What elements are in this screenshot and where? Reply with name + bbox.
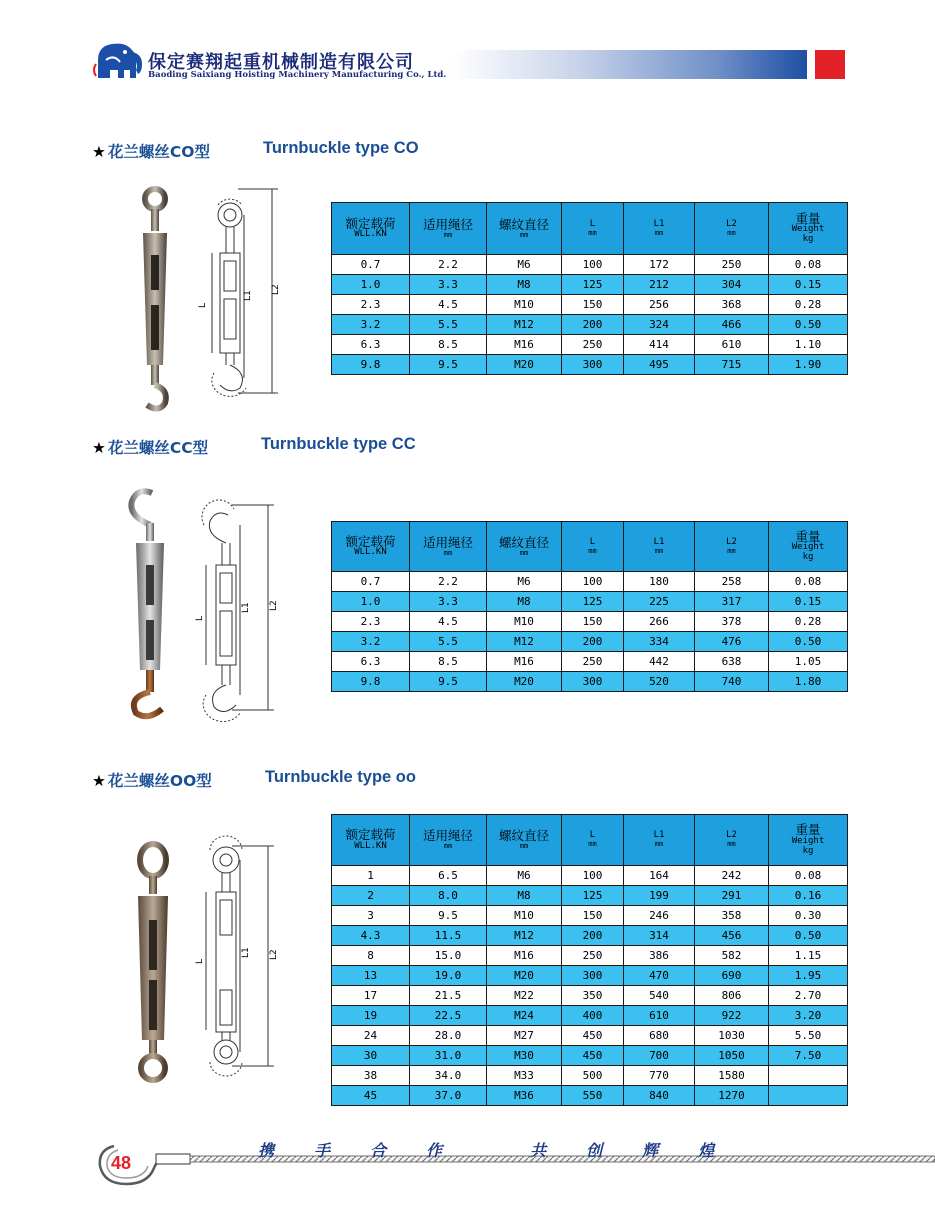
table-cell: 6.3 <box>332 652 410 672</box>
table-cell: 38 <box>332 1066 410 1086</box>
header-thread: 螺纹直径 mm <box>487 522 562 572</box>
table-row <box>332 592 848 612</box>
table-cell: 258 <box>695 572 769 592</box>
table-cell: M22 <box>487 986 562 1006</box>
table-cell: 0.16 <box>769 886 848 906</box>
dim-l2-label: L2 <box>271 284 281 295</box>
table-cell: 250 <box>562 946 624 966</box>
table-cell: 9.5 <box>410 906 487 926</box>
turnbuckle-oo-drawing <box>196 830 281 1085</box>
header-l1: L1 mm <box>624 522 695 572</box>
table-cell: 0.08 <box>769 255 848 275</box>
table-cell: 3.2 <box>332 315 410 335</box>
header-gradient-bar <box>452 50 807 79</box>
table-cell: 1.05 <box>769 652 848 672</box>
section-title-cc <box>92 436 208 458</box>
table-cell: M8 <box>487 275 562 295</box>
table-cell <box>769 1066 848 1086</box>
table-cell: 225 <box>624 592 695 612</box>
header-wll: 额定载荷 WLL.KN <box>332 203 410 255</box>
table-cell: 1030 <box>695 1026 769 1046</box>
table-cell: 13 <box>332 966 410 986</box>
table-cell: 24 <box>332 1026 410 1046</box>
table-cell: 266 <box>624 612 695 632</box>
table-cell: 1.90 <box>769 355 848 375</box>
header-rope: 适用绳径 mm <box>410 203 487 255</box>
table-body <box>332 255 848 375</box>
table-cell: 28.0 <box>410 1026 487 1046</box>
table-cell: M20 <box>487 672 562 692</box>
table-row <box>332 652 848 672</box>
table-cell: 1 <box>332 866 410 886</box>
turnbuckle-co-photo <box>125 185 185 415</box>
table-cell: 2.2 <box>410 255 487 275</box>
table-cell: 180 <box>624 572 695 592</box>
table-cell: 11.5 <box>410 926 487 946</box>
table-cell: 638 <box>695 652 769 672</box>
table-cell: 0.50 <box>769 315 848 335</box>
table-cell: 476 <box>695 632 769 652</box>
table-cell: 5.50 <box>769 1026 848 1046</box>
header-l1: L1 mm <box>624 815 695 866</box>
table-cell: 442 <box>624 652 695 672</box>
table-cell: 242 <box>695 866 769 886</box>
table-cell: 22.5 <box>410 1006 487 1026</box>
table-cell: 30 <box>332 1046 410 1066</box>
table-cell: 9.8 <box>332 355 410 375</box>
header-wll: 额定载荷 WLL.KN <box>332 522 410 572</box>
table-cell: 125 <box>562 275 624 295</box>
table-cell: M8 <box>487 886 562 906</box>
table-cell: 21.5 <box>410 986 487 1006</box>
slogan-char: 创 <box>586 1141 603 1160</box>
table-body <box>332 866 848 1106</box>
table-cell: 840 <box>624 1086 695 1106</box>
table-row <box>332 295 848 315</box>
header-l2: L2 mm <box>695 522 769 572</box>
table-cell: 2.3 <box>332 612 410 632</box>
header-red-block <box>815 50 845 79</box>
table-cell: 2.70 <box>769 986 848 1006</box>
dim-l2-label: L2 <box>269 949 279 960</box>
table-cell: 3.3 <box>410 592 487 612</box>
table-row <box>332 966 848 986</box>
table-cell: M27 <box>487 1026 562 1046</box>
table-cell: 922 <box>695 1006 769 1026</box>
table-cell: 246 <box>624 906 695 926</box>
section-title-co <box>92 140 210 162</box>
dim-l-label: L <box>198 302 208 308</box>
table-cell: 199 <box>624 886 695 906</box>
table-cell: 304 <box>695 275 769 295</box>
table-cell: 200 <box>562 632 624 652</box>
table-cell: 100 <box>562 866 624 886</box>
header-l1: L1 mm <box>624 203 695 255</box>
section-title-cn: 花兰螺丝OO型 <box>107 772 212 790</box>
table-cell: 150 <box>562 612 624 632</box>
table-cell: 6.5 <box>410 866 487 886</box>
table-cell: 1.15 <box>769 946 848 966</box>
table-row <box>332 1066 848 1086</box>
table-cell: 125 <box>562 886 624 906</box>
table-cell: 610 <box>624 1006 695 1026</box>
table-cell: 19 <box>332 1006 410 1026</box>
table-cell: 1580 <box>695 1066 769 1086</box>
table-cell: 324 <box>624 315 695 335</box>
table-cell: 37.0 <box>410 1086 487 1106</box>
table-cell: 0.28 <box>769 612 848 632</box>
table-cell: 2.2 <box>410 572 487 592</box>
dim-l1-label: L1 <box>241 947 251 958</box>
table-cell: 1050 <box>695 1046 769 1066</box>
table-cell: 1.95 <box>769 966 848 986</box>
table-cell: 150 <box>562 295 624 315</box>
table-cell: 4.5 <box>410 295 487 315</box>
table-cell: 520 <box>624 672 695 692</box>
table-cell: 4.5 <box>410 612 487 632</box>
dim-l1-label: L1 <box>243 290 253 301</box>
table-cell: 378 <box>695 612 769 632</box>
table-cell: 1.0 <box>332 275 410 295</box>
table-cell: 0.15 <box>769 592 848 612</box>
table-cell: M16 <box>487 652 562 672</box>
header-l2: L2 mm <box>695 203 769 255</box>
table-cell: 125 <box>562 592 624 612</box>
table-cell: 368 <box>695 295 769 315</box>
table-cell: 34.0 <box>410 1066 487 1086</box>
table-row <box>332 906 848 926</box>
table-cell: 0.7 <box>332 255 410 275</box>
table-row <box>332 926 848 946</box>
table-row <box>332 946 848 966</box>
slogan-char: 作 <box>426 1141 443 1160</box>
table-cell: 250 <box>562 652 624 672</box>
table-cell: 100 <box>562 255 624 275</box>
table-row <box>332 335 848 355</box>
table-cell: M33 <box>487 1066 562 1086</box>
table-cell: 0.30 <box>769 906 848 926</box>
table-cell: 19.0 <box>410 966 487 986</box>
table-cell: M6 <box>487 255 562 275</box>
table-cell: 15.0 <box>410 946 487 966</box>
turnbuckle-cc-drawing <box>196 495 281 730</box>
table-cell: 740 <box>695 672 769 692</box>
table-row <box>332 255 848 275</box>
table-cell: 806 <box>695 986 769 1006</box>
table-cell: 495 <box>624 355 695 375</box>
table-cell: 3.2 <box>332 632 410 652</box>
table-cell: 0.08 <box>769 572 848 592</box>
table-cell: M6 <box>487 866 562 886</box>
table-cell: 540 <box>624 986 695 1006</box>
table-cell: 172 <box>624 255 695 275</box>
table-cell: 9.8 <box>332 672 410 692</box>
slogan-char: 辉 <box>642 1141 659 1160</box>
table-cell: 0.50 <box>769 926 848 946</box>
table-cell: 250 <box>695 255 769 275</box>
table-cell: M12 <box>487 315 562 335</box>
table-cell: 582 <box>695 946 769 966</box>
table-cell: 5.5 <box>410 315 487 335</box>
table-cell: 300 <box>562 966 624 986</box>
table-cell: M20 <box>487 966 562 986</box>
table-cell: 1.10 <box>769 335 848 355</box>
section-title-oo <box>92 769 212 791</box>
table-row <box>332 1046 848 1066</box>
table-cell: 3.20 <box>769 1006 848 1026</box>
table-cell: M8 <box>487 592 562 612</box>
table-cell: 500 <box>562 1066 624 1086</box>
slogan-char: 手 <box>314 1141 331 1160</box>
table-row <box>332 632 848 652</box>
star-icon: ★ <box>92 439 106 457</box>
table-cell: 414 <box>624 335 695 355</box>
section-title-cn: 花兰螺丝CO型 <box>107 143 210 161</box>
table-row <box>332 886 848 906</box>
table-row <box>332 275 848 295</box>
table-cell: 1.0 <box>332 592 410 612</box>
footer-slogan <box>258 1138 754 1161</box>
table-cell: M36 <box>487 1086 562 1106</box>
table-cell: M16 <box>487 946 562 966</box>
section-title-en: Turnbuckle type oo <box>265 768 416 786</box>
table-cell: M30 <box>487 1046 562 1066</box>
table-cell: 4.3 <box>332 926 410 946</box>
table-cell: 770 <box>624 1066 695 1086</box>
table-cell: 8.5 <box>410 652 487 672</box>
table-cell: 300 <box>562 672 624 692</box>
dim-l-label: L <box>195 958 205 964</box>
page-number: 48 <box>111 1153 132 1173</box>
company-name-en: Baoding Saixiang Hoisting Machinery Manufacturing Co., Ltd. <box>148 70 447 80</box>
table-cell: 350 <box>562 986 624 1006</box>
table-cell: 300 <box>562 355 624 375</box>
table-cell: 3 <box>332 906 410 926</box>
table-cell <box>769 1086 848 1106</box>
table-row <box>332 572 848 592</box>
table-row <box>332 1006 848 1026</box>
table-row <box>332 1026 848 1046</box>
table-cell: 550 <box>562 1086 624 1106</box>
table-cell: 8.5 <box>410 335 487 355</box>
table-cell: M16 <box>487 335 562 355</box>
table-cell: 317 <box>695 592 769 612</box>
table-row <box>332 672 848 692</box>
table-cell: M20 <box>487 355 562 375</box>
star-icon: ★ <box>92 772 106 790</box>
star-icon: ★ <box>92 143 106 161</box>
table-cell: 3.3 <box>410 275 487 295</box>
table-cell: 0.08 <box>769 866 848 886</box>
header-thread: 螺纹直径 mm <box>487 203 562 255</box>
header-weight: 重量 Weight kg <box>769 522 848 572</box>
table-cell: 6.3 <box>332 335 410 355</box>
table-cell: 450 <box>562 1026 624 1046</box>
table-cell: 291 <box>695 886 769 906</box>
slogan-char: 合 <box>370 1141 387 1160</box>
spec-table-oo <box>331 814 848 1106</box>
table-cell: 680 <box>624 1026 695 1046</box>
slogan-char: 共 <box>530 1141 547 1160</box>
table-body <box>332 572 848 692</box>
table-row <box>332 355 848 375</box>
table-cell: 17 <box>332 986 410 1006</box>
section-title-en: Turnbuckle type CC <box>261 435 416 453</box>
header-wll: 额定载荷 WLL.KN <box>332 815 410 866</box>
table-cell: 334 <box>624 632 695 652</box>
elephant-logo-icon <box>92 40 146 82</box>
table-row <box>332 612 848 632</box>
turnbuckle-cc-photo <box>118 485 188 725</box>
table-row <box>332 315 848 335</box>
table-cell: 700 <box>624 1046 695 1066</box>
table-cell: 314 <box>624 926 695 946</box>
section-title-cn: 花兰螺丝CC型 <box>107 439 209 457</box>
table-cell: 7.50 <box>769 1046 848 1066</box>
header-rope: 适用绳径 mm <box>410 815 487 866</box>
table-cell: M24 <box>487 1006 562 1026</box>
table-cell: 200 <box>562 315 624 335</box>
header-weight: 重量 Weight kg <box>769 815 848 866</box>
spec-table-co <box>331 202 848 375</box>
table-cell: M10 <box>487 906 562 926</box>
header-rope: 适用绳径 mm <box>410 522 487 572</box>
table-cell: 466 <box>695 315 769 335</box>
table-cell: 0.28 <box>769 295 848 315</box>
table-cell: M10 <box>487 295 562 315</box>
table-cell: 212 <box>624 275 695 295</box>
table-cell: 386 <box>624 946 695 966</box>
table-cell: 0.7 <box>332 572 410 592</box>
table-cell: 8 <box>332 946 410 966</box>
table-cell: M6 <box>487 572 562 592</box>
table-cell: 0.50 <box>769 632 848 652</box>
table-cell: 164 <box>624 866 695 886</box>
header-l: L mm <box>562 522 624 572</box>
table-cell: 8.0 <box>410 886 487 906</box>
table-cell: 450 <box>562 1046 624 1066</box>
header-l2: L2 mm <box>695 815 769 866</box>
section-title-en: Turnbuckle type CO <box>263 139 419 157</box>
header-thread: 螺纹直径 mm <box>487 815 562 866</box>
table-cell: 45 <box>332 1086 410 1106</box>
slogan-char: 携 <box>258 1141 275 1160</box>
table-cell: 2 <box>332 886 410 906</box>
table-cell: 200 <box>562 926 624 946</box>
table-cell: 250 <box>562 335 624 355</box>
table-cell: 1.80 <box>769 672 848 692</box>
table-cell: 0.15 <box>769 275 848 295</box>
spec-table-cc <box>331 521 848 692</box>
table-cell: 1270 <box>695 1086 769 1106</box>
header-weight: 重量 Weight kg <box>769 203 848 255</box>
table-cell: 470 <box>624 966 695 986</box>
header-l: L mm <box>562 203 624 255</box>
table-cell: 456 <box>695 926 769 946</box>
table-cell: 690 <box>695 966 769 986</box>
company-name-cn: 保定赛翔起重机械制造有限公司 <box>148 52 414 73</box>
table-cell: 610 <box>695 335 769 355</box>
table-cell: M12 <box>487 926 562 946</box>
table-cell: 5.5 <box>410 632 487 652</box>
table-cell: 100 <box>562 572 624 592</box>
table-cell: M12 <box>487 632 562 652</box>
dim-l-label: L <box>195 615 205 621</box>
table-cell: 715 <box>695 355 769 375</box>
table-cell: 150 <box>562 906 624 926</box>
table-cell: 31.0 <box>410 1046 487 1066</box>
dim-l1-label: L1 <box>241 602 251 613</box>
table-cell: 9.5 <box>410 672 487 692</box>
turnbuckle-co-drawing <box>198 183 288 413</box>
header-l: L mm <box>562 815 624 866</box>
table-row <box>332 866 848 886</box>
slogan-char: 煌 <box>698 1141 715 1160</box>
table-row <box>332 986 848 1006</box>
table-cell: 2.3 <box>332 295 410 315</box>
table-cell: M10 <box>487 612 562 632</box>
table-cell: 358 <box>695 906 769 926</box>
table-cell: 9.5 <box>410 355 487 375</box>
table-row <box>332 1086 848 1106</box>
table-cell: 400 <box>562 1006 624 1026</box>
table-cell: 256 <box>624 295 695 315</box>
dim-l2-label: L2 <box>269 600 279 611</box>
turnbuckle-oo-photo <box>118 840 188 1085</box>
